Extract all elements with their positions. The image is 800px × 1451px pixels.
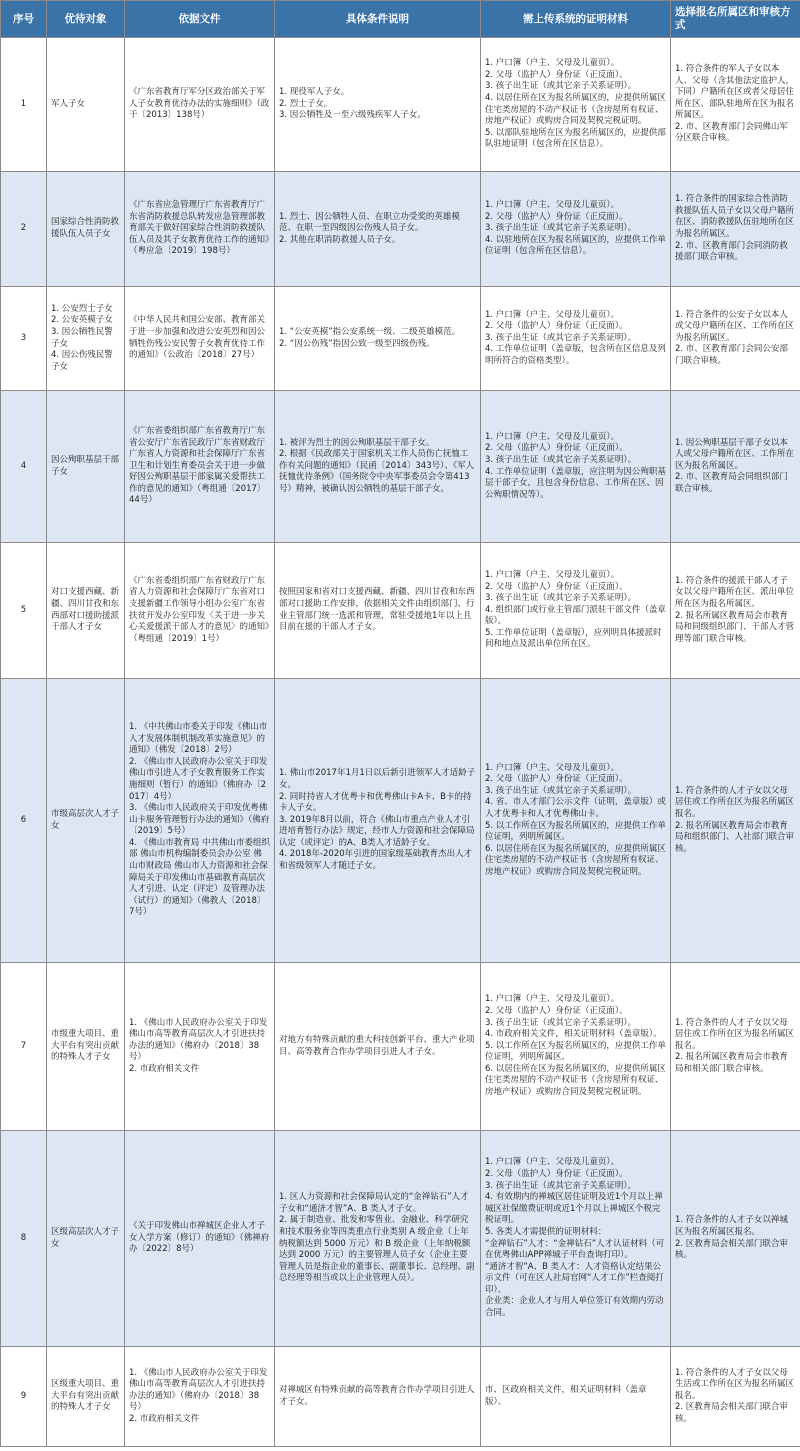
header-row xyxy=(1,1,800,38)
basis-text: 1. 《中共佛山市委关于印发《佛山市人才发展体制机制改革实施意见》的通知》（佛发〔2018〕2号） 2. 《佛山市人民政府办公室关于印发佛山市引进人才子女教育服务工作实施细则（暂行）的通知》（佛府办〔2017〕4号） 3. 《佛山市人民政府关于印发优粤佛山卡服务管理暂行办法的通知》（佛府〔2019〕5号） 4. 《佛山市教育局 中共佛山市委组织部 佛山市机构编制委员会办公室 佛山市财政局 佛山市人力资源和社会保障局关于印发佛山市基础教育高层次人才引进、认定（评定）及管理办法（试行）的通知》（佛教人〔2018〕7号） xyxy=(129,721,271,918)
cell-conditions xyxy=(275,679,481,963)
basis-text: 《广东省委组织部广东省教育厅广东省公安厅广东省民政厅广东省财政厅广东省人力资源和社会保障厅广东省卫生和计划生育委员会关于进一步做好因公殉职基层干部家属关爱帮扶工作的意见的通知》（粤组通〔2017〕44号） xyxy=(129,425,266,506)
cell-materials xyxy=(481,172,671,287)
cell-materials xyxy=(481,963,671,1131)
cell-materials xyxy=(481,543,671,679)
basis-text: 1. 《佛山市人民政府办公室关于印发佛山市高等教育高层次人才引进扶持办法的通知》（佛府办〔2018〕38号） 2. 市政府相关文件 xyxy=(129,1017,268,1074)
conditions-text: 对禅城区有特殊贡献的高等教育合作办学项目引进人才子女。 xyxy=(279,1384,475,1407)
materials-text: 1. 户口簿（户主、父母及儿童页）。 2. 父母（监护人）身份证（正反面）。 3. 孩子出生证（或其它亲子关系证明）。 4. 工作单位证明（盖章版，应注明为因公殉职基层干部子女，且包含身份信息、工作所在区、因公殉职情况等）。 xyxy=(485,431,666,500)
cell-target xyxy=(47,172,125,287)
row-number: 8 xyxy=(1,1131,47,1347)
target-text: 1. 公安烈士子女 2. 公安英模子女 3. 因公牺牲民警子女 4. 因公伤残民警子女 xyxy=(51,303,113,372)
target-text: 对口支援西藏、新疆、四川甘孜和东西部对口援助援派干部人才子女 xyxy=(51,587,120,633)
cell-basis xyxy=(125,391,275,543)
target-text: 区级高层次人才子女 xyxy=(51,1226,120,1249)
cell-conditions xyxy=(275,172,481,287)
materials-text: 1. 户口簿（户主、父母及儿童页）。 2. 父母（监护人）身份证（正反面）。 3. 孩子出生证（或其它亲子关系证明）。 4. 以驻地所在区为报名所属区的，应提供工作单位证明（包含所在区信息）。 xyxy=(485,200,666,257)
table-row xyxy=(1,287,800,391)
materials-text: 市、区政府相关文件，相关证明材料（盖章版）。 xyxy=(485,1384,647,1407)
cell-conditions xyxy=(275,38,481,172)
target-text: 区级重大项目、重大平台有突出贡献的特殊人才子女 xyxy=(51,1379,120,1413)
materials-text: 1. 户口簿（户主、父母及儿童页）。 2. 父母（监护人）身份证（正反面）。 3. 孩子出生证（或其它亲子关系证明）。 4. 工作单位证明（盖章版，包含所在区信息及列明所符合的资格类型）。 xyxy=(485,309,666,366)
target-text: 市级重大项目、重大平台有突出贡献的特殊人才子女 xyxy=(51,1029,120,1063)
cell-materials xyxy=(481,1347,671,1447)
cell-district xyxy=(671,679,800,963)
district-text: 1. 符合条件的人才子女以父母生活或工作所在区为报名所属区报名。 2. 区教育局会相关部门联合审核。 xyxy=(675,1367,795,1424)
cell-district xyxy=(671,963,800,1131)
district-text: 1. 符合条件的援派干部人才子女以父母户籍所在区、派出单位所在区为报名所属区。 2. 报名所属区教育局会市教育局和同级组织部门、干部人才管理等部门联合审核。 xyxy=(675,575,795,644)
row-number: 7 xyxy=(1,963,47,1131)
basis-text: 《广东省教育厅军分区政治部关于军人子女教育优待办法的实施细则》（政干〔2013〕138号） xyxy=(129,87,270,121)
cell-materials xyxy=(481,391,671,543)
materials-text: 1. 户口簿（户主、父母及儿童页）。 2. 父母（监护人）身份证（正反面）。 3. 孩子出生证（或其它亲子关系证明）。 4. 组织部门或行业主管部门派驻干部文件（盖章版）。 5. 工作单位证明（盖章版），应列明具体援派时间和地点及派出单位所在区。 xyxy=(485,569,666,650)
conditions-text: 1. 被评为烈士的因公殉职基层干部子女。 2. 根据《民政部关于国家机关工作人员伤亡抚恤工作有关问题的通知》（民函〔2014〕343号）、《军人抚恤优待条例》（国务院令中央军事委员会令第413号）精神，被确认因公牺牲的基层干部子女。 xyxy=(279,437,475,494)
basis-text: 1. 《佛山市人民政府办公室关于印发佛山市高等教育高层次人才引进扶持办法的通知》（佛府办〔2018〕38号） 2. 市政府相关文件 xyxy=(129,1367,268,1424)
table-row xyxy=(1,391,800,543)
header-target: 优待对象 xyxy=(47,1,125,38)
table-row xyxy=(1,38,800,172)
target-text: 市级高层次人才子女 xyxy=(51,808,120,831)
cell-basis xyxy=(125,38,275,172)
table-row xyxy=(1,543,800,679)
table-row xyxy=(1,1131,800,1347)
cell-target xyxy=(47,287,125,391)
district-text: 1. 符合条件的军人子女以本人、父母（含其他法定监护人，下同）户籍所在区或者父母居住所在区、部队驻地所在区为报名所属区。 2. 市、区教育部门会同佛山军分区联合审核。 xyxy=(675,63,795,144)
target-text: 因公殉职基层干部子女 xyxy=(51,454,120,477)
materials-text: 1. 户口簿（户主、父母及儿童页）。 2. 父母（监护人）身份证（正反面）。 3. 孩子出生证（或其它亲子关系证明）。 4. 有效期内的禅城区居住证明及近1个月以上禅城区社保缴费证明或近1个月以上禅城区个税完税证明。 5. 各类人才需提供的证明材料： “金禅钻石”人才：“金禅钻石”人才认证材料（可在优粤佛山APP禅城子平台查询打印）。 “通济才智”A、B 类人才：人才资格认定结果公示文件（可在区人社局官网“人才工作”栏查阅打印）。 企业类：企业人才与用人单位签订有效期内劳动合同。 xyxy=(485,1157,665,1319)
row-number: 9 xyxy=(1,1347,47,1447)
table-row xyxy=(1,172,800,287)
cell-target xyxy=(47,543,125,679)
conditions-text: 1. 现役军人子女。 2. 烈士子女。 3. 因公牺牲及一至六级残疾军人子女。 xyxy=(279,87,426,121)
cell-target xyxy=(47,391,125,543)
row-number: 6 xyxy=(1,679,47,963)
cell-basis xyxy=(125,543,275,679)
table-row xyxy=(1,1347,800,1447)
basis-text: 《关于印发佛山市禅城区企业人才子女入学方案（修订）的通知》（佛禅府办〔2022〕8号） xyxy=(129,1221,270,1255)
cell-basis xyxy=(125,172,275,287)
header-materials: 需上传系统的证明材料 xyxy=(481,1,671,38)
conditions-text: 1. 烈士、因公牺牲人员、在职立功受奖的英雄模范、在职一至四级因公伤残人员子女。 2. 其他在职消防救援人员子女。 xyxy=(279,211,460,245)
cell-target xyxy=(47,963,125,1131)
cell-target xyxy=(47,38,125,172)
basis-text: 《中华人民共和国公安部、教育部关于进一步加强和改进公安英烈和因公牺牲伤残公安民警子女教育优待工作的通知》（公政治〔2018〕27号） xyxy=(129,315,266,361)
materials-text: 1. 户口簿（户主、父母及儿童页）。 2. 父母（监护人）身份证（正反面）。 3. 孩子出生证（或其它亲子关系证明）。 4. 以居住所在区为报名所属区的，应提供所属区住宅类房屋的不动产权证书（含房屋所有权证、房地产权证）或购房合同及契税完税证明。 5. 以部队驻地所在区为报名所属区的，应提供部队驻地证明（包含所在区信息）。 xyxy=(485,58,666,150)
cell-target xyxy=(47,1131,125,1347)
cell-materials xyxy=(481,287,671,391)
cell-district xyxy=(671,1131,800,1347)
district-text: 1. 符合条件的公安子女以本人或父母户籍所在区、工作所在区为报名所属区。 2. 市、区教育部门会同公安部门联合审核。 xyxy=(675,309,795,366)
cell-conditions xyxy=(275,391,481,543)
row-number: 5 xyxy=(1,543,47,679)
basis-text: 《广东省应急管理厅广东省教育厅广东省消防救援总队转发应急管理部教育部关于做好国家综合性消防救援队伍人员及其子女教育优待工作的通知》（粤应急〔2019〕198号） xyxy=(129,200,270,257)
cell-district xyxy=(671,172,800,287)
header-conditions: 具体条件说明 xyxy=(275,1,481,38)
materials-text: 1. 户口簿（户主、父母及儿童页）。 2. 父母（监护人）身份证（正反面）。 3. 孩子出生证（或其它亲子关系证明）。 4. 省、市人才部门公示文件（证明，盖章版）或人才优粤卡和人才优粤佛山卡。 5. 以工作所在区为报名所属区的，应提供工作单位证明，列明所属区。 6. 以居住所在区为报名所属区的，应提供所属区住宅类房屋的不动产权证书（含房屋所有权证、房地产权证）或购房合同及契税完税证明。 xyxy=(485,762,666,877)
conditions-text: 按照国家和省对口支援西藏、新疆、四川甘孜和东西部对口援助工作安排，依据相关文件由组织部门、行业主管部门统一选派和管理，常驻受援地1年以上且目前在援的干部人才子女。 xyxy=(279,587,475,633)
conditions-text: 对地方有特殊贡献的重大科技创新平台、重大产业项目、高等教育合作办学项目引进人才子女。 xyxy=(279,1034,475,1057)
target-text: 军人子女 xyxy=(51,98,86,109)
basis-text: 《广东省委组织部广东省财政厅广东省人力资源和社会保障厅广东省对口支援新疆工作领导小组办公室广东省扶贫开发办公室印发〈关于进一步关心关爱援派干部人才的意见〉的通知》（粤组通〔2019〕1号） xyxy=(129,575,270,644)
cell-basis xyxy=(125,1347,275,1447)
cell-materials xyxy=(481,38,671,172)
header-no: 序号 xyxy=(1,1,47,38)
district-text: 1. 符合条件的人才子女以父母居住或工作所在区为报名所属区报名。 2. 报名所属区教育局会市教育局和组织部门、人社部门联合审核。 xyxy=(675,785,795,854)
conditions-text: 1. 区人力资源和社会保障局认定的“金禅钻石”人才子女和“通济才智”A、B 类人才子女。 2. 属于制造业、批发和零售业、金融业、科学研究和技术服务业等四类重点行业类别 A 级企业（上年纳税额达到 5000 万元）和 B 级企业（上年纳税额达到 2000 万元）的主要管理人员子女（企业主要管理人员是指企业的董事长、副董事长、总经理、副总经理等相当或以上企业管理人员）。 xyxy=(279,1192,475,1284)
cell-target xyxy=(47,679,125,963)
cell-basis xyxy=(125,1131,275,1347)
conditions-text: 1. “公安英模”指公安系统一级、二级英雄模范。 2. “因公伤残”指因公致一级至四级伤残。 xyxy=(279,326,461,349)
cell-target xyxy=(47,1347,125,1447)
table-row xyxy=(1,679,800,963)
cell-district xyxy=(671,543,800,679)
cell-basis xyxy=(125,679,275,963)
row-number: 4 xyxy=(1,391,47,543)
cell-conditions xyxy=(275,543,481,679)
cell-materials xyxy=(481,679,671,963)
cell-conditions xyxy=(275,1131,481,1347)
cell-district xyxy=(671,38,800,172)
cell-district xyxy=(671,287,800,391)
cell-conditions xyxy=(275,963,481,1131)
cell-basis xyxy=(125,963,275,1131)
row-number: 2 xyxy=(1,172,47,287)
row-number: 3 xyxy=(1,287,47,391)
district-text: 1. 因公殉职基层干部子女以本人或父母户籍所在区、工作所在区为报名所属区。 2. 市、区教育局会同组织部门联合审核。 xyxy=(675,437,795,494)
header-basis: 依据文件 xyxy=(125,1,275,38)
cell-basis xyxy=(125,287,275,391)
cell-conditions xyxy=(275,287,481,391)
table-row xyxy=(1,963,800,1131)
row-number: 1 xyxy=(1,38,47,172)
conditions-text: 1. 佛山市2017年1月1日以后新引进领军人才适龄子女。 2. 同时持省人才优粤卡和优粤佛山卡A卡、B卡的持卡人子女。 3. 2019年8月以前，符合《佛山市重点产业人才引进培育暂行办法》规定，经市人力资源和社会保障局认定（或评定）的A、B类人才适龄子女。 4. 2018年-2020年引进的国家级基础教育杰出人才和省级领军人才随迁子女。 xyxy=(279,768,476,872)
cell-materials xyxy=(481,1131,671,1347)
cell-conditions xyxy=(275,1347,481,1447)
cell-district xyxy=(671,1347,800,1447)
target-text: 国家综合性消防救援队伍人员子女 xyxy=(51,217,120,239)
district-text: 1. 符合条件的国家综合性消防救援队伍人员子女以父母户籍所在区、消防救援队伍驻地所在区为报名所属区。 2. 市、区教育部门会同消防救援部门联合审核。 xyxy=(675,194,795,263)
district-text: 1. 符合条件的人才子女以禅城区为报名所属区报名。 2. 区教育局会相关部门联合审核。 xyxy=(675,1215,788,1261)
district-text: 1. 符合条件的人才子女以父母居住或工作所在区为报名所属区报名。 2. 报名所属区教育局会市教育局和相关部门联合审核。 xyxy=(675,1017,795,1074)
cell-district xyxy=(671,391,800,543)
header-district: 选择报名所属区和审核方式 xyxy=(671,1,800,38)
materials-text: 1. 户口簿（户主、父母及儿童页）。 2. 父母（监护人）身份证（正反面）。 3. 孩子出生证（或其它亲子关系证明）。 4. 市政府相关文件，相关证明材料（盖章版）。 5. 以工作所在区为报名所属区的，应提供工作单位证明，列明所属区。 6. 以居住所在区为报名所属区的，应提供所属区住宅类房屋的不动产权证书（含房屋所有权证、房地产权证）或购房合同及契税完税证明。 xyxy=(485,994,666,1098)
